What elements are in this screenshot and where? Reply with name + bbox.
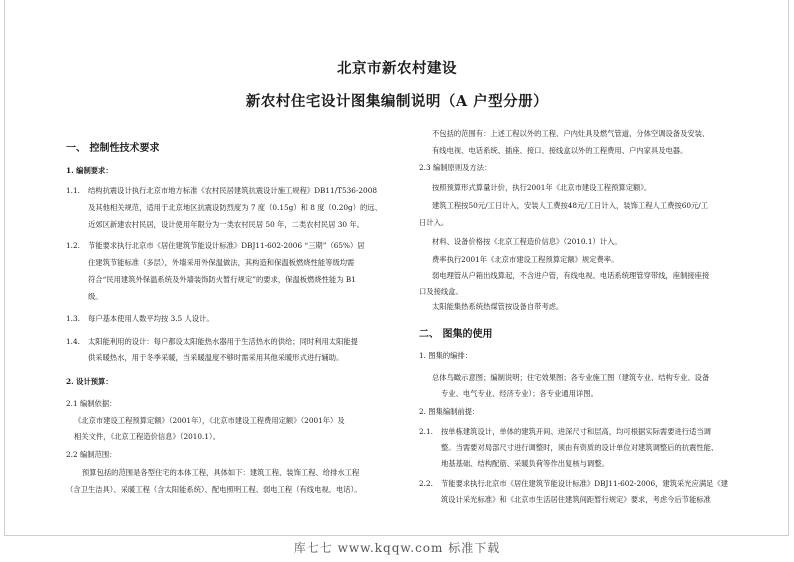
paragraph-line: 结构抗震设计执行北京市地方标准《农村民居建筑抗震设计施工规程》DB11/T536-2008	[88, 186, 377, 195]
paragraph-line: 建筑工程按50元/工日计入，安装人工费按48元/工日计入，装饰工程人工费按60元/工	[432, 201, 709, 210]
paragraph-line: 总体鸟瞰示意图；编制说明；住宅效果图；各专业施工图（建筑专业、结构专业、设备	[432, 373, 710, 382]
paragraph-line: 近郊区新建农村民居，设计使用年限分为一类农村民居 50 年，二类农村民居 30 年。	[88, 220, 364, 229]
page-border-left	[4, 0, 5, 535]
item-number: 2.1.	[419, 427, 433, 436]
page-border-bottom	[4, 535, 789, 536]
item-number: 2.2.	[419, 479, 433, 488]
item-number: 1.1.	[66, 186, 80, 195]
document-subtitle: 新农村住宅设计图集编制说明（A 户型分册）	[245, 93, 549, 110]
document-title: 北京市新农村建设	[337, 60, 457, 77]
paragraph-line: （含卫生洁具）、采暖工程（含太阳能系统）、配电照明工程、弱电工程（有线电视、电话）。	[66, 485, 362, 494]
paragraph-line: 《北京市建设工程预算定额》（2001年），《北京市建设工程费用定额》（2001年）及	[74, 416, 345, 425]
paragraph-line: 弱电理管从户箱出线算起，不含进户管，有线电视、电话系统理管穿带线，座制接座接	[432, 271, 710, 280]
subheading-budget: 2. 设计预算：	[66, 377, 113, 386]
item-number: 1.4.	[66, 337, 80, 346]
paragraph-line: 日计入。	[419, 218, 449, 227]
paragraph-line: 2.3 编制原则及方法：	[419, 163, 492, 172]
paragraph-line: 材料、设备价格按《北京工程造价信息》（2010.1）计入。	[432, 237, 622, 246]
paragraph-line: 符合“民用建筑外保温系统及外墙装饰防火暂行规定”的要求，保温板燃烧性能为 B1	[88, 275, 356, 284]
paragraph-line: 1. 图集的编排：	[419, 351, 473, 360]
paragraph-line: 不包括的范围有：上述工程以外的工程、户内灶具及燃气管道、分体空调设备及安装、	[432, 129, 710, 138]
paragraph-line: 2.1 编制依据：	[66, 399, 117, 408]
item-number: 1.2.	[66, 241, 80, 250]
paragraph-line: 节能要求执行北京市《居住建筑节能设计标准》DBJ11-602-2006，建筑采光应满足《建	[441, 479, 729, 488]
paragraph-line: 筑设计采光标准》和《北京市生活居住建筑间距暂行规定》要求，考虑今后节能标准	[441, 495, 711, 504]
paragraph-line: 费率执行2001年《北京市建设工程预算定额》规定费率。	[432, 255, 619, 264]
paragraph-line: 节能要求执行北京市《居住建筑节能设计标准》DBJ11-602-2006 “三期”（65%）居	[88, 241, 365, 250]
paragraph-line: 按单栋建筑设计，单体的建筑开间、进深尺寸和层高，均可根据实际需要进行适当调	[441, 427, 711, 436]
subheading-requirements: 1. 编制要求：	[66, 166, 113, 175]
page-border-right	[788, 0, 789, 535]
paragraph-line: 2. 图集编制前提：	[419, 407, 480, 416]
paragraph-line: 供采暖热水，用于冬季采暖，当采暖温度不够时需采用其他采暖形式进行辅助。	[88, 353, 344, 362]
watermark-footer: 库七七 www.kqqw.com 标准下载	[293, 541, 501, 555]
paragraph-line: 太阳能利用的设计：每户都设太阳能热水器用于生活热水的供给；同时利用太阳能提	[88, 337, 358, 346]
paragraph-line: 专业、电气专业、经济专业）；各专业通用详图。	[441, 389, 598, 398]
item-number: 1.3.	[66, 314, 80, 323]
paragraph-line: 住建筑节能标准（多层），外墙采用外保温做法，其构造和保温板燃烧性能等级均需	[88, 258, 355, 267]
paragraph-line: 2.2 编制范围：	[66, 450, 117, 459]
paragraph-line: 口及接线盒。	[419, 287, 463, 296]
paragraph-line: 整。当需要对局部尺寸进行调整时，须由有资质的设计单位对建筑调整后的抗震性能、	[441, 443, 719, 452]
paragraph-line: 预算包括的范围是各型住宅的本体工程，具体如下：建筑工程、装饰工程、给排水工程	[82, 468, 360, 477]
paragraph-line: 有线电视、电话系统、插座、接口、接线盒以外的工程费用、户内家具及电器。	[432, 146, 688, 155]
section-heading-2: 二、 图集的使用	[419, 329, 493, 340]
paragraph-line: 按照预算形式算量计价，执行2001年《北京市建设工程预算定额》。	[432, 183, 652, 192]
paragraph-line: 相关文件，《北京工程造价信息》（2010.1）。	[74, 432, 220, 441]
section-heading-1: 一、 控制性技术要求	[66, 143, 160, 154]
paragraph-line: 太阳能集热系统热煤管按设备自带考虑。	[432, 302, 564, 311]
paragraph-line: 每户基本使用人数平均按 3.5 人设计。	[88, 314, 214, 323]
paragraph-line: 地基基础、结构配筋、采暖负荷等作出复核与调整。	[441, 459, 609, 468]
paragraph-line: 及其他相关规范，适用于北京地区抗震设防烈度为 7 度（0.15g）和 8 度（0.20g）的远、	[88, 203, 382, 212]
paragraph-line: 级。	[88, 292, 103, 301]
